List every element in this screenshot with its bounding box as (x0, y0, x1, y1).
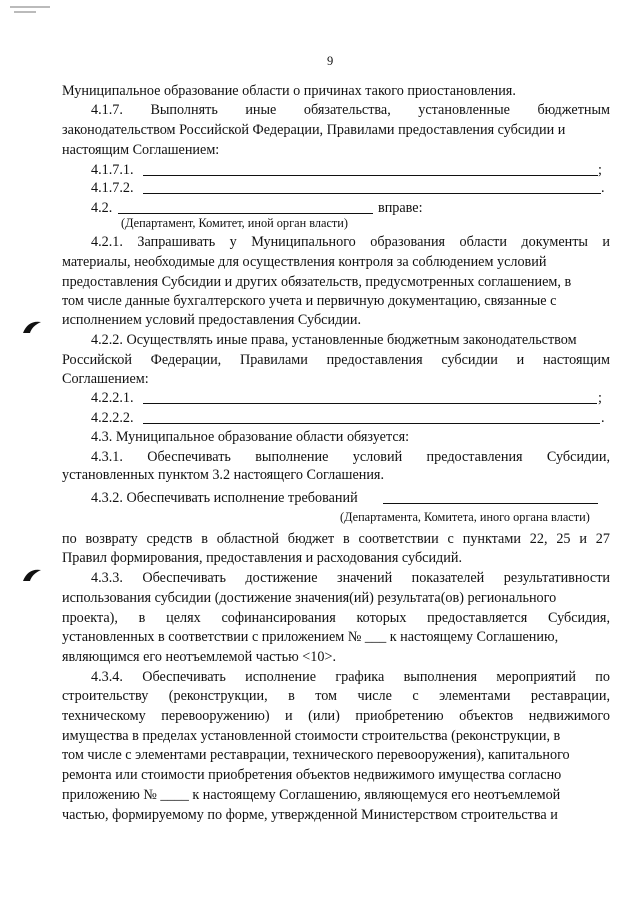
clause-4-1-7-2-label: 4.1.7.2. (91, 180, 134, 196)
clause-4-3-2: 4.3.2. Обеспечивать исполнение требований (91, 490, 358, 506)
text-line: вправе: (378, 200, 423, 216)
text-line: установленных пунктом 3.2 настоящего Соглашения. (62, 467, 385, 483)
clause-4-2-2: 4.2.2. Осуществлять иные права, установленные бюджетным законодательством (91, 332, 577, 348)
page-number: 9 (327, 54, 334, 68)
clause-4-2-2-2-label: 4.2.2.2. (91, 410, 134, 426)
fill-in-line (143, 403, 597, 404)
text-line: приложению № ____ к настоящему Соглашению, являющемуся его неотъемлемой (62, 787, 561, 803)
clause-4-2-2-1-label: 4.2.2.1. (91, 390, 134, 406)
text-line: имущества в пределах установленной стоимости строительства (реконструкции, в (62, 728, 561, 744)
text-line: установленных в соответствии с приложением № ___ к настоящему Соглашению, (62, 629, 559, 645)
text-line: законодательством Российской Федерации, Правилами предоставления субсидии и (62, 122, 566, 138)
scan-speck (14, 11, 36, 13)
clause-4-2-1: 4.2.1. Запрашивать у Муниципального образования области документы и (91, 234, 610, 250)
clause-4-1-7: 4.1.7. Выполнять иные обязательства, установленные бюджетным (91, 102, 610, 118)
fill-in-line (143, 175, 598, 176)
text-line: ; (598, 162, 602, 178)
clause-4-3-3: 4.3.3. Обеспечивать достижение значений показателей результативности (91, 570, 610, 586)
text-line: частью, формируемому по форме, утвержденной Министерством строительства и (62, 807, 558, 823)
text-line: предоставления Субсидии и других обязательств, предусмотренных соглашением, в (62, 274, 572, 290)
clause-4-3-1: 4.3.1. Обеспечивать выполнение условий предоставления Субсидии, (91, 449, 610, 465)
text-line: Правил формирования, предоставления и расходования субсидий. (62, 550, 462, 566)
clause-4-1-7-1-label: 4.1.7.1. (91, 162, 134, 178)
text-line: являющимся его неотъемлемой частью <10>. (62, 649, 336, 665)
fill-in-line (383, 503, 598, 504)
scan-speck (10, 6, 50, 8)
field-caption: (Департамент, Комитет, иной орган власти) (121, 216, 348, 230)
text-line: техническому перевооружению) и (или) приобретению объектов недвижимого (62, 708, 610, 724)
text-line: материалы, необходимые для осуществления контроля за соблюдением условий (62, 254, 547, 270)
text-line: том числе с элементами реставрации, технического перевооружения), капитального (62, 747, 570, 763)
binder-hole-mark-icon (22, 318, 42, 334)
fill-in-line (118, 213, 373, 214)
text-line: . (601, 410, 605, 426)
text-line: настоящим Соглашением: (62, 142, 220, 158)
field-caption: (Департамента, Комитета, иного органа власти) (340, 510, 590, 524)
text-line: Российской Федерации, Правилами предоставления субсидии и настоящим (62, 352, 610, 368)
text-line: Муниципальное образование области о причинах такого приостановления. (62, 83, 516, 99)
text-line: проекта), в целях софинансирования которых предоставляется Субсидия, (62, 610, 610, 626)
text-line: Соглашением: (62, 371, 149, 387)
text-line: строительству (реконструкции, в том числе с элементами реставрации, (62, 688, 610, 704)
clause-4-2-label: 4.2. (91, 200, 113, 216)
fill-in-line (143, 193, 601, 194)
clause-4-3: 4.3. Муниципальное образование области обязуется: (91, 429, 410, 445)
text-line: по возврату средств в областной бюджет в соответствии с пунктами 22, 25 и 27 (62, 531, 610, 547)
text-line: ремонта или стоимости приобретения объектов недвижимого имущества согласно (62, 767, 562, 783)
text-line: использования субсидии (достижение значения(ий) результата(ов) регионального (62, 590, 557, 606)
binder-hole-mark-icon (22, 566, 42, 582)
clause-4-3-4: 4.3.4. Обеспечивать исполнение графика выполнения мероприятий по (91, 669, 610, 685)
text-line: . (601, 180, 605, 196)
fill-in-line (143, 423, 600, 424)
text-line: ; (598, 390, 602, 406)
text-line: исполнением условий предоставления Субсидии. (62, 312, 362, 328)
text-line: том числе данные бухгалтерского учета и первичную документацию, связанные с (62, 293, 557, 309)
